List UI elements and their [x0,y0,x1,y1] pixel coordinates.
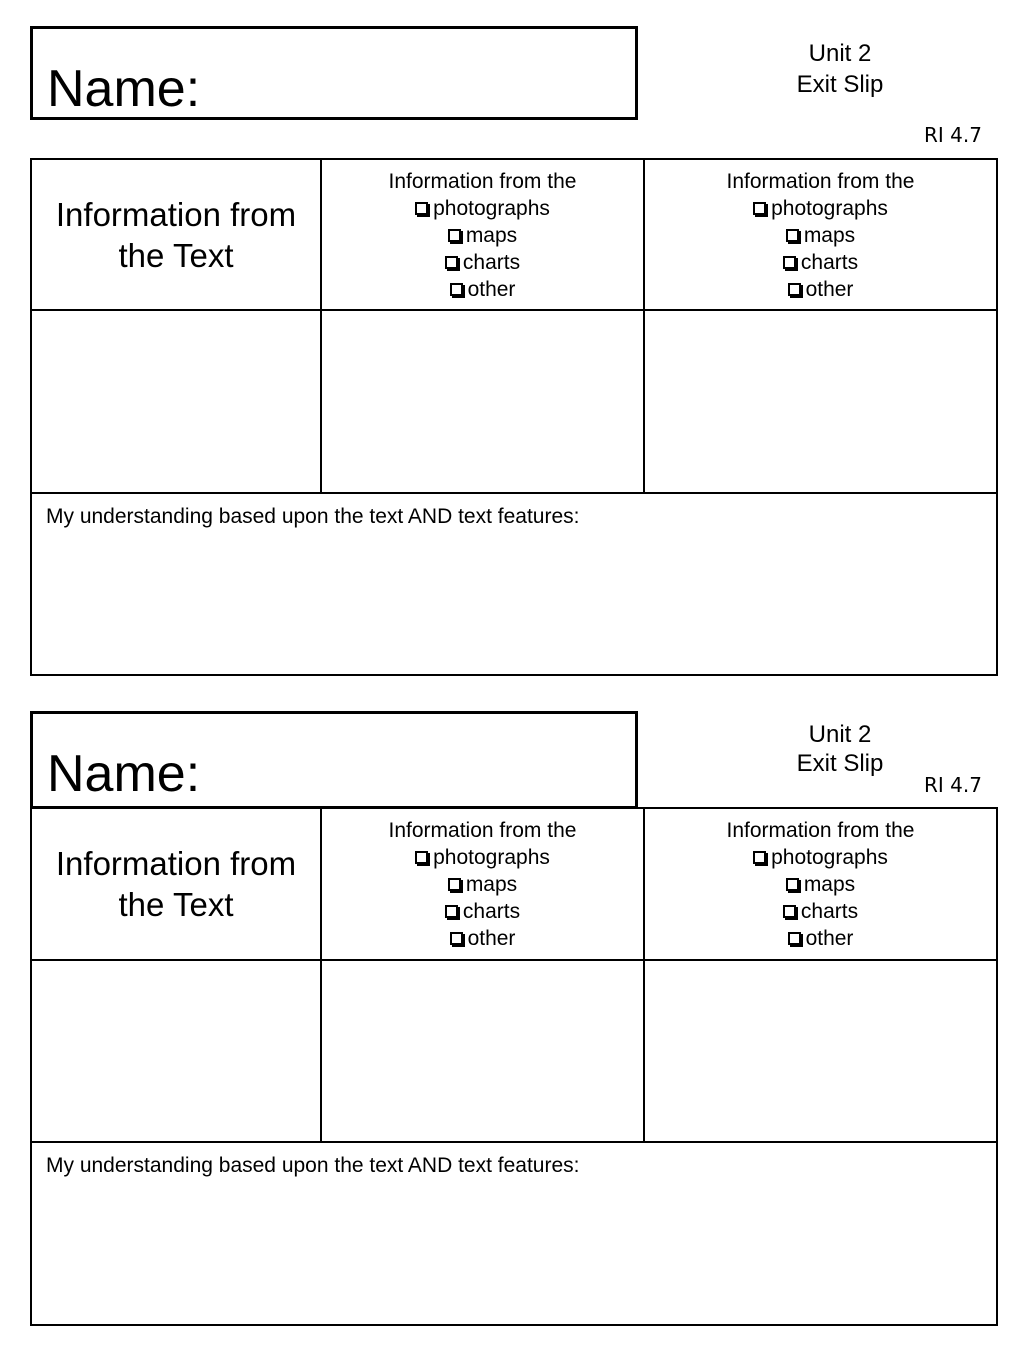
evidence-table [30,807,998,1326]
slip-type: Exit Slip [796,71,884,98]
unit-number: Unit 2 [808,721,872,748]
option-other[interactable]: other [322,276,643,303]
option-photographs[interactable]: photographs [322,195,643,222]
unit-number: Unit 2 [808,40,872,67]
understanding-prompt: My understanding based upon the text AND text features: [46,1154,580,1177]
checkbox-icon[interactable] [445,905,458,918]
option-photographs[interactable]: photographs [645,195,996,222]
feature-heading: Information from the [388,170,577,193]
option-charts[interactable]: charts [645,249,996,276]
slip-type: Exit Slip [796,750,884,777]
name-label: Name: [47,60,201,118]
checkbox-icon[interactable] [450,932,463,945]
feature-heading: Information from the [726,819,915,842]
option-other[interactable]: other [645,276,996,303]
text-info-header-line2: the Text [118,237,234,274]
feature-header-1 [322,809,643,959]
text-info-header [32,809,320,959]
option-maps[interactable]: maps [645,871,996,898]
option-maps[interactable]: maps [322,871,643,898]
understanding-prompt: My understanding based upon the text AND text features: [46,505,580,528]
text-info-header-line2: the Text [118,886,234,923]
checkbox-icon[interactable] [783,905,796,918]
feature-heading: Information from the [388,819,577,842]
feature-answer-cell-2[interactable] [645,961,996,1141]
text-info-header-line1: Information from [55,196,297,233]
option-other[interactable]: other [322,925,643,952]
name-label: Name: [47,745,201,803]
feature-header-2 [645,809,996,959]
option-charts[interactable]: charts [322,249,643,276]
option-charts[interactable]: charts [322,898,643,925]
checkbox-icon[interactable] [415,851,428,864]
checkbox-icon[interactable] [753,851,766,864]
checkbox-icon[interactable] [448,878,461,891]
option-maps[interactable]: maps [322,222,643,249]
option-photographs[interactable]: photographs [322,844,643,871]
standard-code: RI 4.7 [924,123,982,147]
feature-answer-cell-1[interactable] [322,961,643,1141]
feature-heading: Information from the [726,170,915,193]
text-info-header-line1: Information from [55,845,297,882]
option-other[interactable]: other [645,925,996,952]
name-box[interactable] [30,711,638,809]
checkbox-icon[interactable] [786,878,799,891]
option-charts[interactable]: charts [645,898,996,925]
option-photographs[interactable]: photographs [645,844,996,871]
checkbox-icon[interactable] [788,932,801,945]
understanding-cell[interactable] [32,1143,996,1324]
standard-code: RI 4.7 [924,773,982,797]
unit-title [760,720,920,778]
option-maps[interactable]: maps [645,222,996,249]
text-info-answer-cell[interactable] [32,961,320,1141]
